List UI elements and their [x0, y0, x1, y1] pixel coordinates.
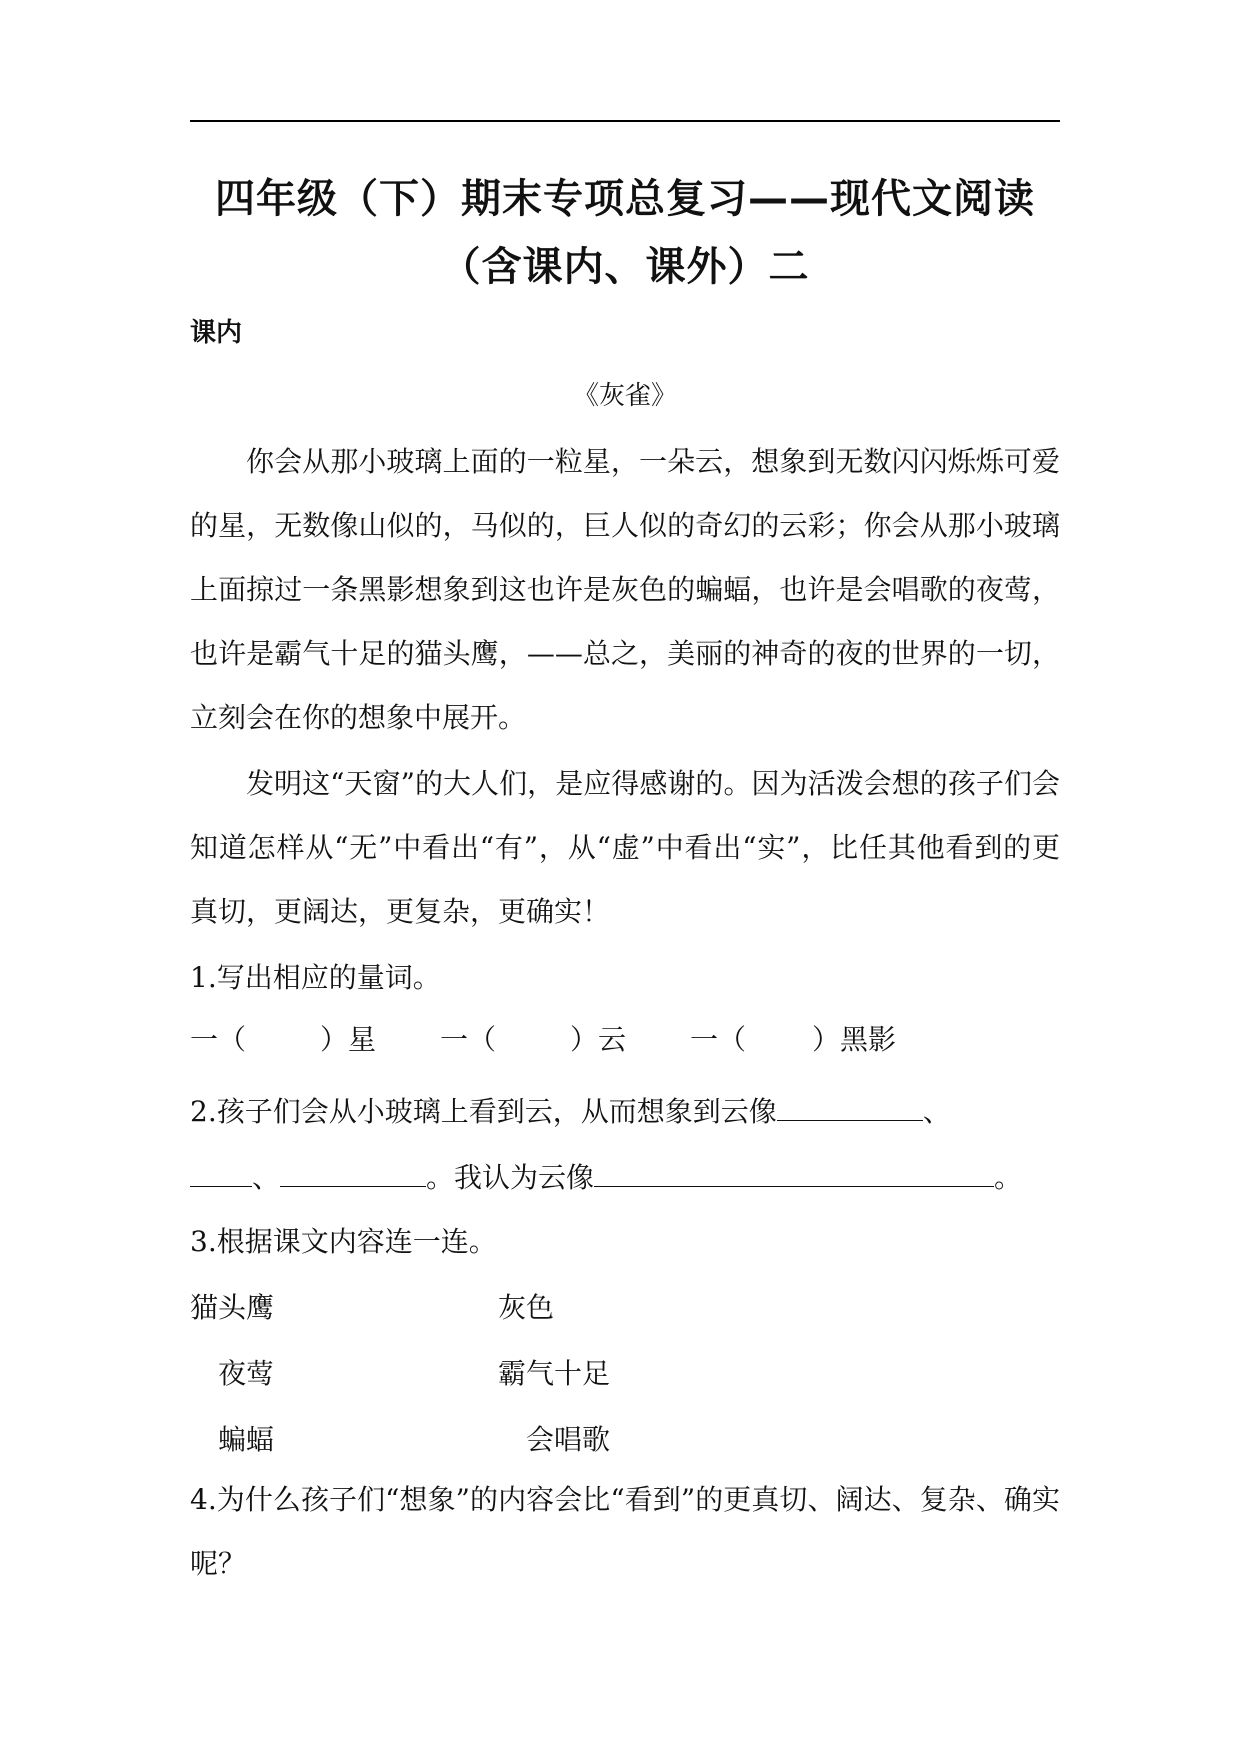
q1-item-1-prefix: 一（ [190, 1023, 247, 1056]
q1-item-3-suffix: ）黑影 [812, 1023, 897, 1056]
q2-blank-3[interactable] [280, 1156, 426, 1187]
q1-item-2 [440, 1020, 626, 1060]
q2-blank-1[interactable] [777, 1090, 923, 1121]
q2-blank-2[interactable] [190, 1156, 252, 1187]
q2-blank-4[interactable] [594, 1156, 994, 1187]
q2-separator-2: 、 [252, 1161, 281, 1194]
q1-item-1-suffix: ）星 [320, 1023, 377, 1056]
header-rule [190, 120, 1060, 122]
passage-title: 《灰雀》 [572, 381, 677, 411]
question-2-line-2 [190, 1156, 1022, 1198]
question-3-prompt: 3.根据课文内容连一连。 [190, 1225, 497, 1258]
q1-item-2-suffix: ）云 [570, 1023, 627, 1056]
q2-end: 。 [994, 1161, 1023, 1194]
question-2-line-1 [190, 1090, 951, 1132]
q1-item-2-prefix: 一（ [440, 1023, 497, 1056]
q3-left-item-2: 夜莺 [218, 1357, 275, 1390]
q2-middle-text: 。我认为云像 [426, 1161, 595, 1194]
q2-separator-1: 、 [922, 1095, 951, 1128]
q1-item-3-prefix: 一（ [690, 1023, 747, 1056]
q1-item-1 [190, 1020, 376, 1060]
question-2-prompt: 2.孩子们会从小玻璃上看到云，从而想象到云像 [190, 1095, 777, 1128]
q3-left-item-1: 猫头鹰 [190, 1291, 275, 1324]
paragraph-1: 你会从那小玻璃上面的一粒星，一朵云，想象到无数闪闪烁烁可爱的星，无数像山似的，马似的，巨人似的奇幻的云彩；你会从那小玻璃上面掠过一条黑影想象到这也许是灰色的蝙蝠，也许是会唱歌的夜莺，也许是霸气十足的猫头鹰，——总之，美丽的神奇的夜的世界的一切，立刻会在你的想象中展开。 [190, 445, 1060, 734]
q1-item-3 [690, 1020, 896, 1060]
paragraph-2: 发明这“天窗”的大人们，是应得感谢的。因为活泼会想的孩子们会知道怎样从“无”中看出“有”，从“虚”中看出“实”，比任其他看到的更真切，更阔达，更复杂，更确实！ [190, 767, 1060, 928]
q3-right-item-1: 灰色 [498, 1291, 555, 1324]
q3-left-item-3: 蝙蝠 [218, 1423, 275, 1456]
section-heading: 课内 [190, 318, 243, 348]
q3-right-item-3: 会唱歌 [526, 1423, 611, 1456]
question-4-prompt: 4.为什么孩子们“想象”的内容会比“看到”的更真切、阔达、复杂、确实呢？ [190, 1483, 1060, 1580]
q3-right-item-2: 霸气十足 [498, 1357, 611, 1390]
question-1-prompt: 1.写出相应的量词。 [190, 961, 441, 994]
page-title: 四年级（下）期末专项总复习——现代文阅读（含课内、课外）二 [215, 176, 1035, 290]
